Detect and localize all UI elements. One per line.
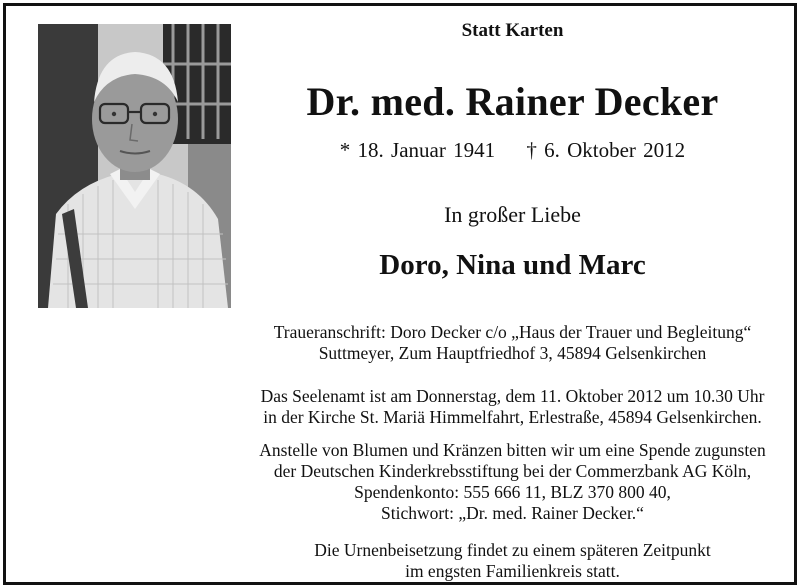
deceased-name: Dr. med. Rainer Decker (306, 79, 719, 124)
burial-block (231, 540, 794, 582)
family-names: Doro, Nina und Marc (379, 249, 646, 281)
burial-line: im engsten Familienkreis statt. (405, 561, 620, 581)
address-line: Traueranschrift: Doro Decker c/o „Haus der Trauer und Begleitung“ (273, 322, 752, 342)
header-title: Statt Karten (461, 20, 564, 41)
birth-symbol: * (339, 138, 351, 162)
death-date: 6. Oktober 2012 (544, 138, 686, 162)
service-line: in der Kirche St. Mariä Himmelfahrt, Erlestraße, 45894 Gelsenkirchen. (263, 407, 762, 427)
portrait-photo (38, 24, 231, 308)
address-line: Suttmeyer, Zum Hauptfriedhof 3, 45894 Gelsenkirchen (318, 343, 707, 363)
burial-line: Die Urnenbeisetzung findet zu einem späteren Zeitpunkt (314, 540, 711, 560)
death-cross-symbol: † (526, 138, 537, 162)
address-block (231, 322, 794, 364)
life-dates (231, 138, 794, 163)
donation-line: der Deutschen Kinderkrebsstiftung bei der Commerzbank AG Köln, (273, 461, 752, 481)
service-block (231, 386, 794, 428)
obituary-card (3, 3, 797, 585)
donation-block (231, 440, 794, 524)
birth-date: 18. Januar 1941 (357, 138, 496, 162)
donation-line: Spendenkonto: 555 666 11, BLZ 370 800 40, (354, 482, 671, 502)
donation-line: Stichwort: „Dr. med. Rainer Decker.“ (381, 503, 644, 523)
service-line: Das Seelenamt ist am Donnerstag, dem 11. Oktober 2012 um 10.30 Uhr (260, 386, 765, 406)
mourning-phrase: In großer Liebe (444, 202, 581, 227)
donation-line: Anstelle von Blumen und Kränzen bitten wir um eine Spende zugunsten (259, 440, 766, 460)
